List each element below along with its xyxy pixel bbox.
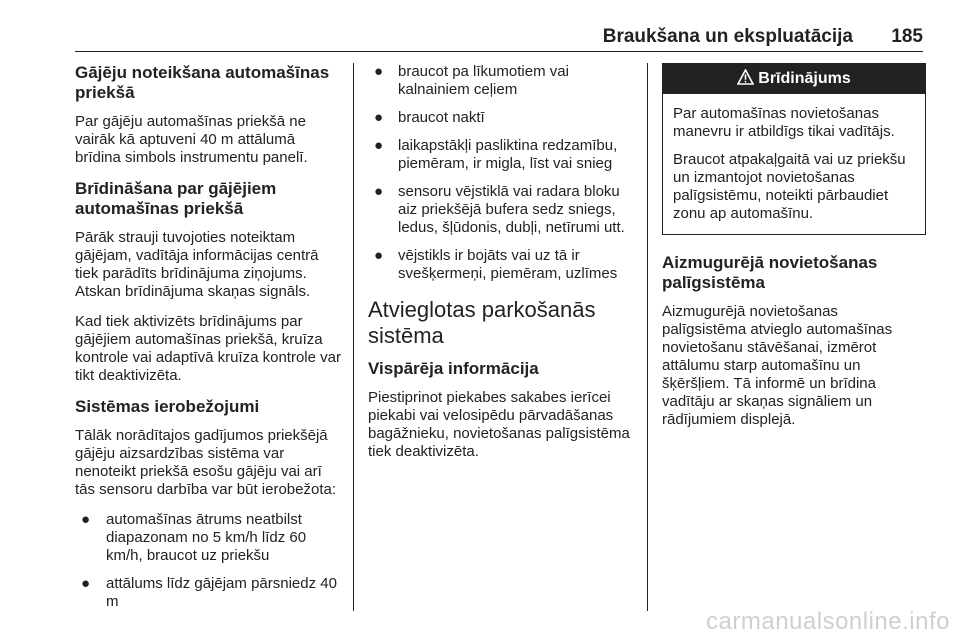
warning-box bbox=[662, 63, 926, 235]
column-middle bbox=[368, 63, 633, 473]
paragraph: Kad tiek aktivizēts brīdinājums par gājējiem automašīnas priekšā, kruīza kontrole vai adaptīvā kruīza kontrole var tikt deaktivizēta. bbox=[75, 313, 341, 384]
column-left bbox=[75, 63, 341, 621]
bullet-icon: ● bbox=[374, 63, 384, 80]
bullet-icon: ● bbox=[374, 183, 384, 200]
column-right bbox=[662, 63, 926, 441]
paragraph: Braucot atpakaļgaitā vai uz priekšu un izmantojot novietošanas palīgsistēmu, noteikti pārbaudiet zonu ap automašīnu. bbox=[673, 151, 906, 222]
warning-body bbox=[663, 94, 925, 234]
heading-rear-parking-assist: Aizmugurējā novietošanas palīgsistēma bbox=[662, 253, 878, 292]
list-item: ● attālums līdz gājējam pārsniedz 40 m bbox=[81, 575, 337, 610]
bullet-icon: ● bbox=[81, 575, 91, 592]
page-number: 185 bbox=[891, 26, 923, 47]
list-item: ● automašīnas ātrums neatbilst diapazonam no 5 km/h līdz 60 km/h, braucot uz priekšu bbox=[81, 511, 307, 564]
paragraph: Piestiprinot piekabes sakabes ierīcei piekabi vai velosipēdu pārvadāšanas bagāžnieku, novietošanas palīgsistēma tiek deaktivizēta. bbox=[368, 389, 630, 460]
list-item: ● vējstikls ir bojāts vai uz tā ir svešķermeņi, piemēram, uzlīmes bbox=[374, 247, 618, 282]
paragraph: Pārāk strauji tuvojoties noteiktam gājējam, vadītāja informācijas centrā tiek parādīts brīdinājuma ziņojums. Atskan brīdinājuma skaņas signāls. bbox=[75, 229, 319, 300]
bullet-list bbox=[75, 511, 341, 611]
warning-title: Brīdinājums bbox=[758, 70, 851, 87]
heading-general-information: Vispārēja informācija bbox=[368, 359, 539, 378]
bullet-icon: ● bbox=[374, 247, 384, 264]
list-item: ● braucot naktī bbox=[374, 109, 485, 126]
warning-header bbox=[663, 64, 925, 94]
paragraph: Par gājēju automašīnas priekšā ne vairāk kā aptuveni 40 m attālumā brīdina simbols instrumentu panelī. bbox=[75, 113, 308, 166]
warning-triangle-icon bbox=[737, 69, 754, 90]
watermark: carmanualsonline.info bbox=[706, 608, 950, 635]
column-divider bbox=[353, 63, 354, 611]
list-item: ● sensoru vējstiklā vai radara bloku aiz priekšējā bufera sedz sniegs, ledus, šļūdonis, dubļi, netīrumi utt. bbox=[374, 183, 625, 236]
page-header bbox=[75, 22, 923, 50]
paragraph: Par automašīnas novietošanas manevru ir atbildīgs tikai vadītājs. bbox=[673, 105, 895, 140]
bullet-icon: ● bbox=[81, 511, 91, 528]
heading-system-limitations: Sistēmas ierobežojumi bbox=[75, 397, 260, 416]
header-rule bbox=[75, 51, 923, 52]
list-item: ● laikapstākļi pasliktina redzamību, piemēram, ir migla, līst vai snieg bbox=[374, 137, 618, 172]
heading-pedestrian-warning: Brīdināšana par gājējiem automašīnas priekšā bbox=[75, 179, 277, 218]
bullet-icon: ● bbox=[374, 137, 384, 154]
chapter-title: Braukšana un ekspluatācija bbox=[602, 26, 853, 47]
list-item: ● braucot pa līkumotiem vai kalnainiem ceļiem bbox=[374, 63, 569, 98]
bullet-icon: ● bbox=[374, 109, 384, 126]
column-divider bbox=[647, 63, 648, 611]
section-title-parking-assist: Atvieglotas parkošanās sistēma bbox=[368, 297, 596, 348]
heading-pedestrian-detection: Gājēju noteikšana automašīnas priekšā bbox=[75, 63, 330, 102]
paragraph: Tālāk norādītajos gadījumos priekšējā gājēju aizsardzības sistēma var nenoteikt priekšā esošu gājēju vai arī tās sensoru darbība var būt ierobežota: bbox=[75, 427, 336, 498]
bullet-list bbox=[368, 63, 633, 283]
paragraph: Aizmugurējā novietošanas palīgsistēma atvieglo automašīnas novietošanu stāvēšanai, izmērot attālumu starp automašīnu un šķēršļiem. Tā informē un brīdina vadītāju ar skaņas signāliem un rādījumiem displejā. bbox=[662, 303, 893, 428]
